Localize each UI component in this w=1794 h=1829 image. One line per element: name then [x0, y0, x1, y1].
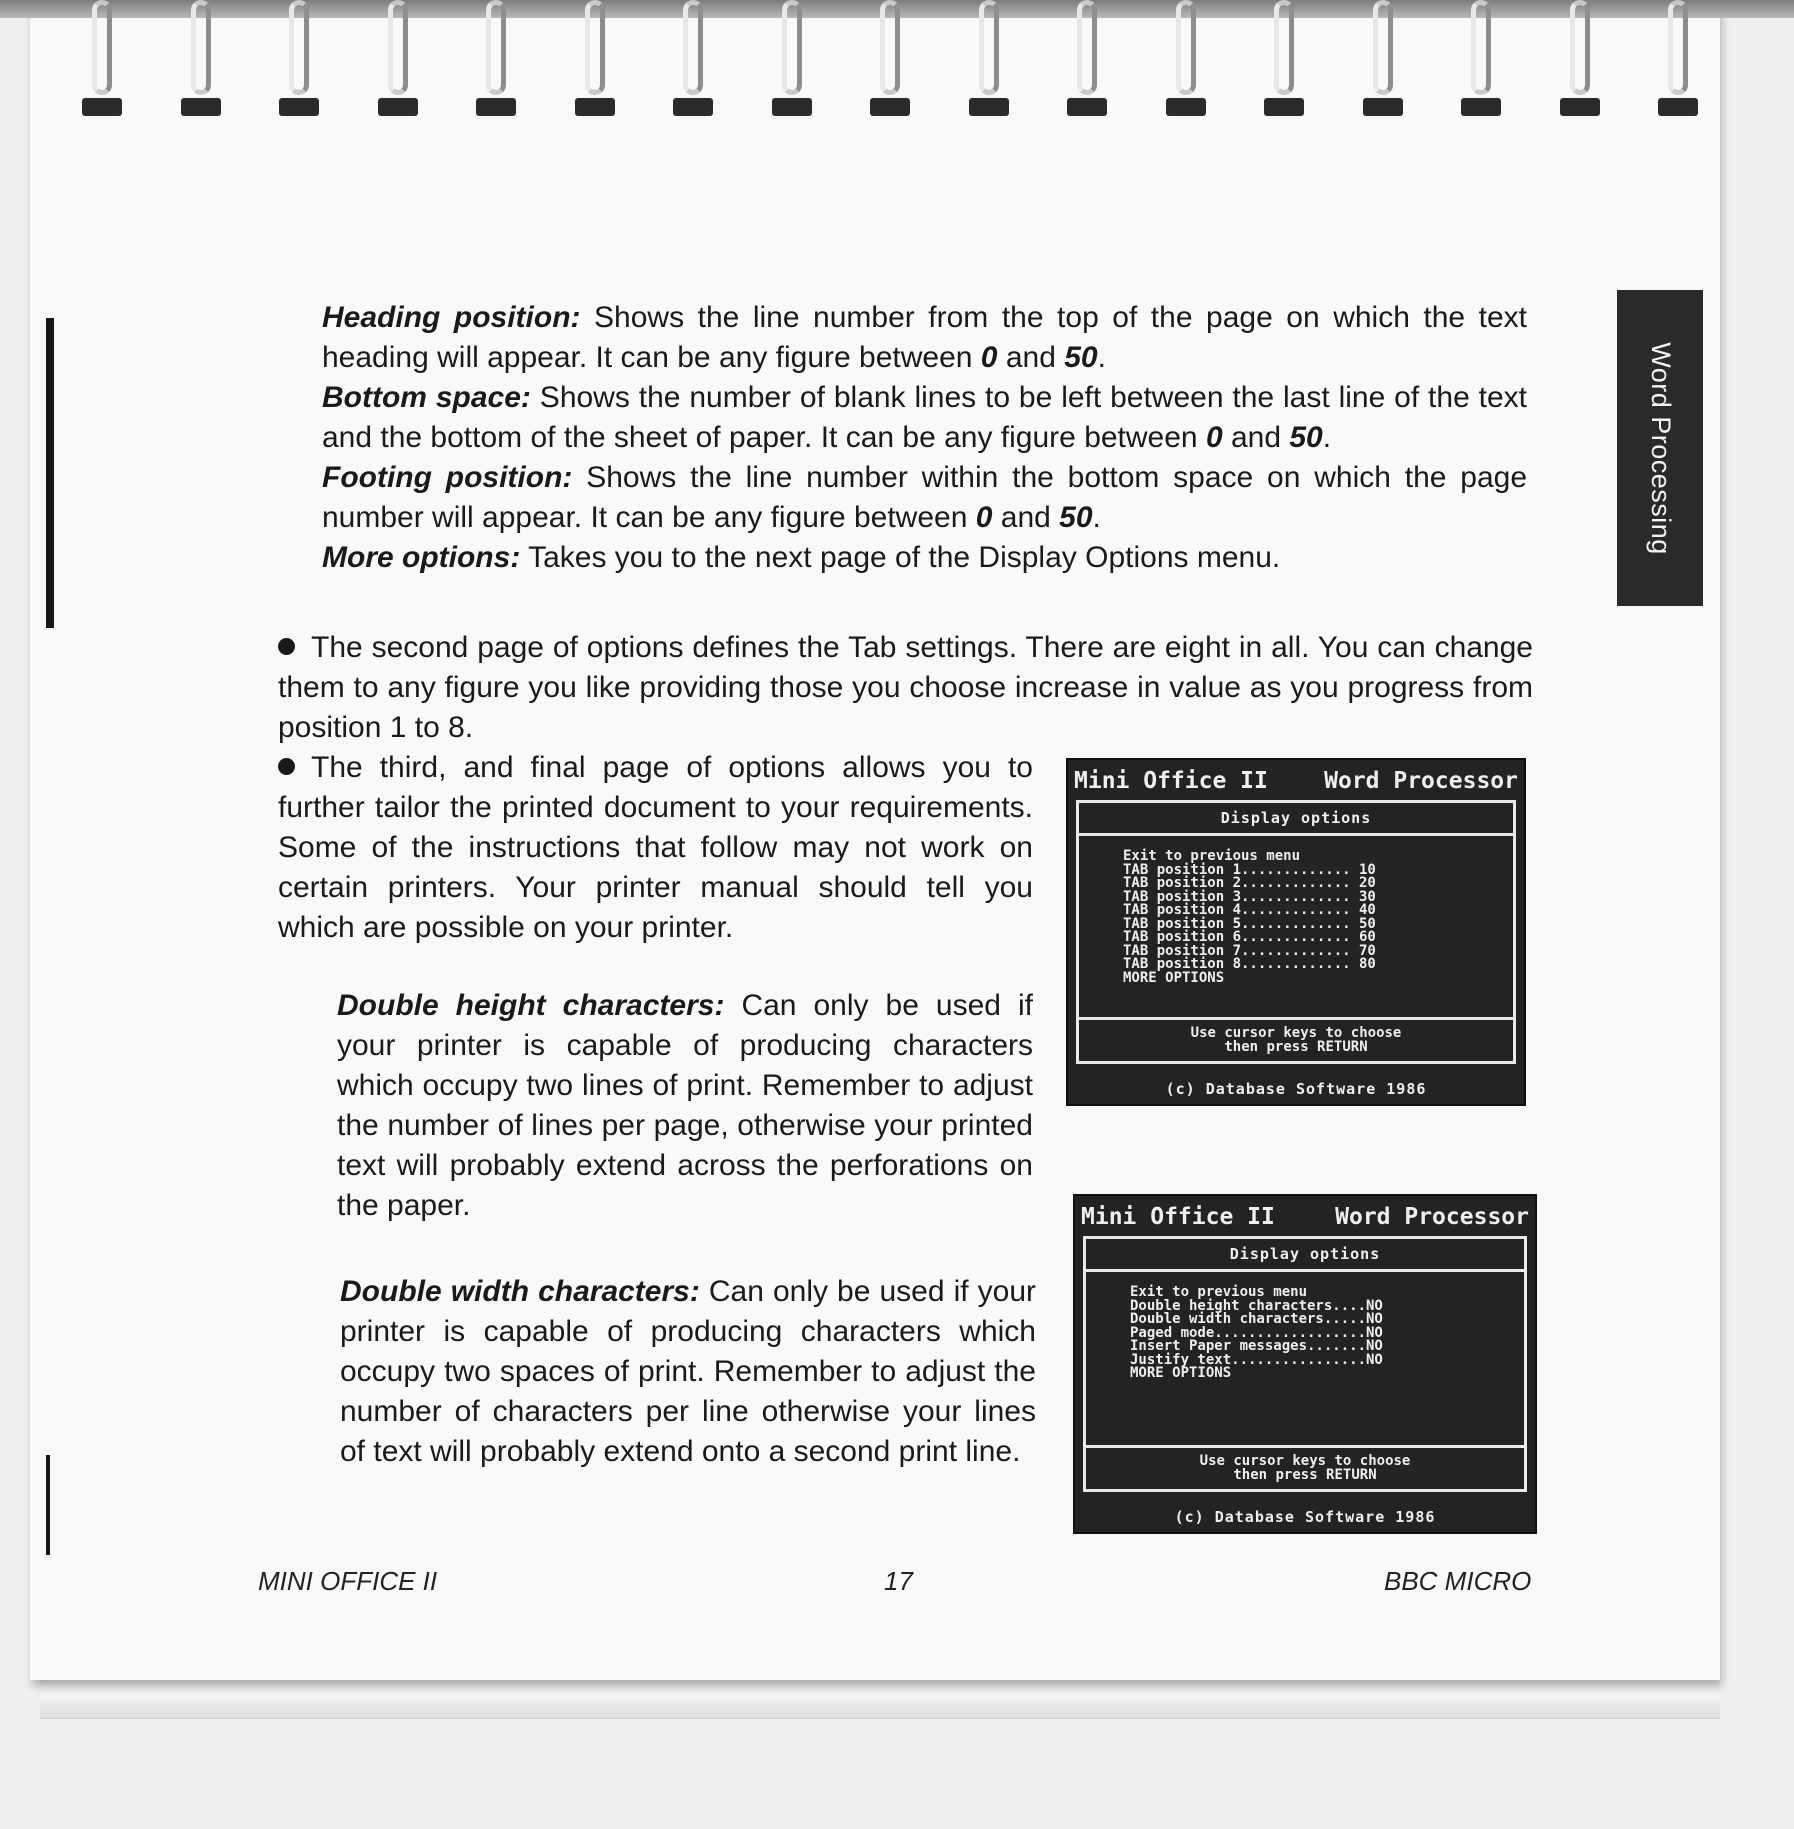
binding-ring: [92, 0, 112, 95]
screen-app-name: Mini Office II: [1081, 1204, 1275, 1230]
binding-hole: [1264, 98, 1304, 116]
binding-ring: [1077, 0, 1097, 95]
screen-copyright: (c) Database Software 1986: [1165, 1080, 1427, 1098]
screen-menu-item: MORE OPTIONS: [1123, 969, 1225, 986]
binding-hole: [181, 98, 221, 116]
second-page-paragraph: The second page of options defines the Tab settings. There are eight in all. You can change them to any figure you like providing those you choose increase in value as you progress from position 1 to 8.: [278, 631, 1533, 744]
page-stack-edge: [40, 1680, 1720, 1719]
binding-hole: [279, 98, 319, 116]
binding-ring: [585, 0, 605, 95]
screen-menu-item: Paged mode..................NO: [1130, 1324, 1383, 1341]
binding-ring: [1668, 0, 1688, 95]
screen-menu-item: Exit to previous menu: [1130, 1284, 1308, 1300]
third-page-paragraph: The third, and final page of options allows you to further tailor the printed document to your requirements. Some of the instructions that follow may not work on certain printers. Your printer manual should tell you which are possible on your printer.: [278, 751, 1033, 944]
binding-ring: [388, 0, 408, 95]
screen-menu-item: Insert Paper messages.......NO: [1130, 1338, 1383, 1354]
screen-menu-item: TAB position 3............. 30: [1123, 888, 1376, 905]
binding-hole: [1461, 98, 1501, 116]
binding-hole: [1658, 98, 1698, 116]
binding-ring: [1274, 0, 1294, 95]
screen-menu-list: [1086, 1272, 1524, 1381]
section-tab[interactable]: [1617, 290, 1703, 606]
binding-hole: [1363, 98, 1403, 116]
more-options-paragraph: More options: Takes you to the next page of the Display Options menu.: [322, 541, 1281, 574]
binding-ring: [1570, 0, 1590, 95]
binding-ring: [1471, 0, 1491, 95]
screen-menu-title: Display options: [1086, 1239, 1524, 1272]
binding-ring: [782, 0, 802, 95]
binding-hole: [1560, 98, 1600, 116]
screen-module-name: Word Processor: [1324, 768, 1518, 794]
binding-hole: [378, 98, 418, 116]
margin-change-bar: [46, 318, 54, 628]
screen-title-bar: [1074, 764, 1518, 798]
bullet-icon: [278, 638, 295, 655]
screen-help-text: Use cursor keys to choose then press RETURN: [1086, 1445, 1524, 1489]
screen-copyright: (c) Database Software 1986: [1174, 1508, 1436, 1526]
double-height-paragraph: Double height characters: Can only be used if your printer is capable of producing characters which occupy two lines of print. Remember to adjust the number of lines per page, otherwise your printed text will probably extend across the perforations on the paper.: [337, 989, 1033, 1222]
heading-position-paragraph: Heading position: Shows the line number from the top of the page on which the text heading will appear. It can be any figure between 0 and 50.: [322, 301, 1527, 374]
binding-hole: [82, 98, 122, 116]
binding-ring: [880, 0, 900, 95]
screen-menu-item: MORE OPTIONS: [1130, 1365, 1232, 1381]
screen-menu-item: TAB position 2............. 20: [1123, 875, 1376, 891]
binding-hole: [1067, 98, 1107, 116]
screen-menu-title: Display options: [1079, 803, 1513, 836]
screen-menu-item: TAB position 5............. 50: [1123, 915, 1376, 932]
binding-hole: [870, 98, 910, 116]
footer-platform: BBC MICRO: [1384, 1566, 1532, 1596]
tab-settings-screenshot: [1068, 760, 1524, 1104]
binding-hole: [969, 98, 1009, 116]
screen-menu-frame: [1076, 800, 1516, 1064]
print-options-screenshot: [1075, 1196, 1535, 1532]
screen-menu-item: Double height characters....NO: [1130, 1297, 1383, 1314]
binding-hole: [673, 98, 713, 116]
binding-ring: [979, 0, 999, 95]
binding-ring: [683, 0, 703, 95]
screen-menu-item: TAB position 7............. 70: [1123, 942, 1376, 959]
screen-menu-item: Exit to previous menu: [1123, 848, 1301, 864]
binding-ring: [289, 0, 309, 95]
binding-hole: [1166, 98, 1206, 116]
bottom-space-paragraph: Bottom space: Shows the number of blank lines to be left between the last line of the text and the bottom of the sheet of paper. It can be any figure between 0 and 50.: [322, 381, 1528, 454]
screen-menu-item: Justify text................NO: [1130, 1351, 1383, 1368]
screen-title-bar: [1081, 1200, 1529, 1234]
screen-menu-item: TAB position 4............. 40: [1123, 902, 1376, 918]
double-width-paragraph: Double width characters: Can only be used if your printer is capable of producing characters which occupy two spaces of print. Remember to adjust the number of characters per line otherwise your lines of text will probably extend onto a second print line.: [340, 1275, 1036, 1468]
binding-ring: [486, 0, 506, 95]
screen-menu-item: TAB position 1............. 10: [1123, 861, 1376, 878]
footer-product: MINI OFFICE II: [258, 1566, 438, 1596]
definitions-block: [322, 298, 1527, 578]
screen-module-name: Word Processor: [1335, 1204, 1529, 1230]
binding-hole: [476, 98, 516, 116]
screen-help-text: Use cursor keys to choose then press RETURN: [1079, 1017, 1513, 1061]
bullet-icon: [278, 758, 295, 775]
screen-menu-frame: [1083, 1236, 1527, 1492]
screen-app-name: Mini Office II: [1074, 768, 1268, 794]
binding-hole: [772, 98, 812, 116]
section-tab-label: Word Processing: [1645, 341, 1676, 555]
screen-menu-list: [1079, 836, 1513, 985]
binding-hole: [575, 98, 615, 116]
screen-menu-item: TAB position 8............. 80: [1123, 956, 1376, 972]
binding-ring: [191, 0, 211, 95]
screen-menu-item: Double width characters.....NO: [1130, 1311, 1383, 1327]
footing-position-paragraph: Footing position: Shows the line number within the bottom space on which the page number will appear. It can be any figure between 0 and 50.: [322, 461, 1527, 534]
binding-ring: [1373, 0, 1393, 95]
margin-mark: [46, 1455, 50, 1555]
page-number: 17: [884, 1566, 913, 1596]
binding-ring: [1176, 0, 1196, 95]
screen-menu-item: TAB position 6............. 60: [1123, 929, 1376, 945]
